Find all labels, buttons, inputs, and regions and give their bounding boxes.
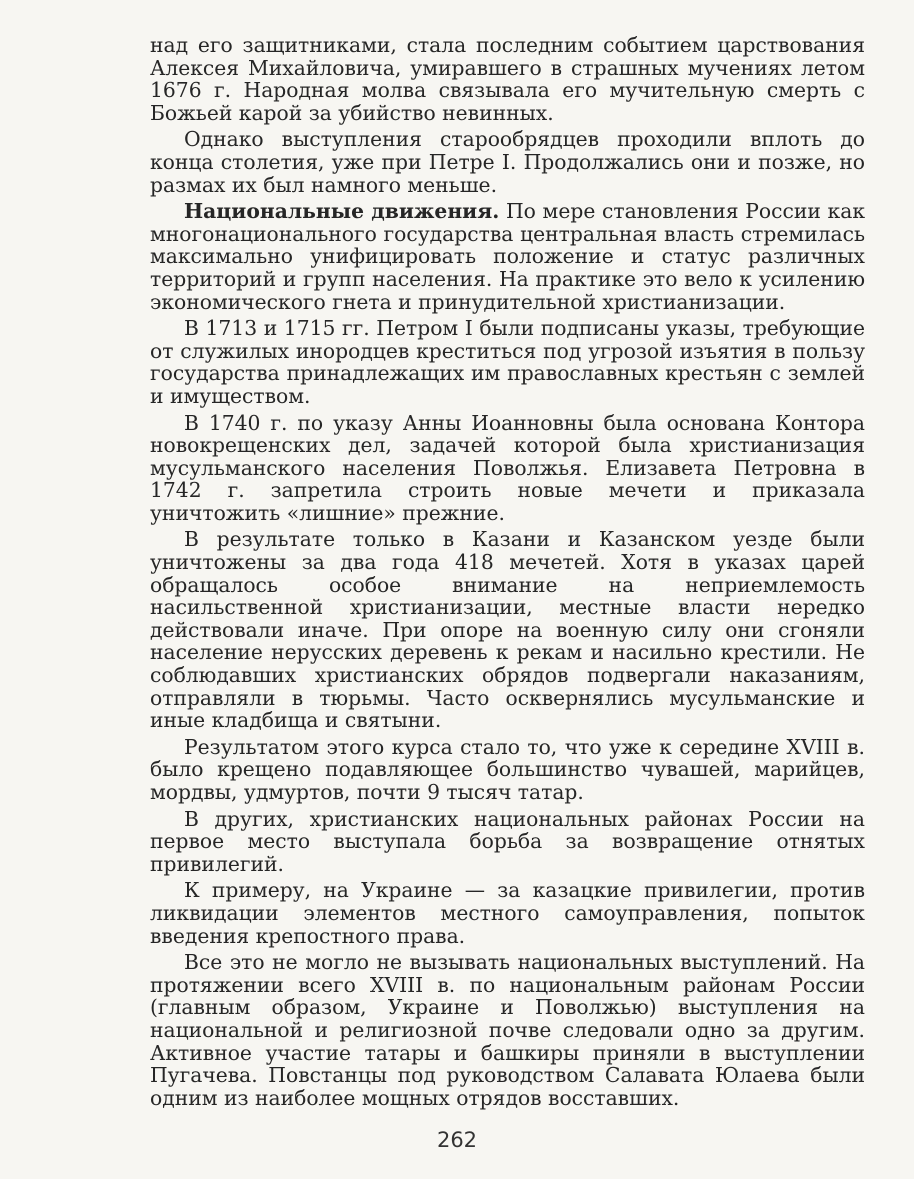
paragraph-peter-decrees: В 1713 и 1715 гг. Петром I были подписаны указы, требующие от служилых инородцев креститься под угрозой изъятия в пользу государства принадлежащих им православных крестьян с землей и имуществом. (150, 316, 865, 408)
paragraph-ukraine: К примеру, на Украине — за казацкие привилегии, против ликвидации элементов местного самоуправления, попыток введения крепостного права. (150, 878, 865, 948)
paragraph-mosques-destroyed: В результате только в Казани и Казанском уезде были уничтожены за два года 418 мечетей. Хотя в указах царей обращалось особое внимание на неприемлемость насильственной христианизации, местные власти нередко действовали иначе. При опоре на военную силу они сгоняли население нерусских деревень к рекам и насильно крестили. Не соблюдавших христианских обрядов подвергали наказаниям, отправляли в тюрьмы. Часто осквернялись мусульманские и иные кладбища и святыни. (150, 527, 865, 733)
paragraph-continuation: над его защитниками, стала последним событием царствования Алексея Михайловича, умиравшего в страшных мучениях летом 1676 г. Народная молва связывала его мучительную смерть с Божьей карой за убийство невинных. (150, 33, 865, 125)
paragraph-uprisings: Все это не могло не вызывать национальных выступлений. На протяжении всего XVIII в. по национальным районам России (главным образом, Украине и Поволжью) выступления на национальной и религиозной почве следовали одно за другим. Активное участие татары и башкиры приняли в выступлении Пугачева. Повстанцы под руководством Салавата Юлаева были одним из наиболее мощных отрядов восставших. (150, 950, 865, 1110)
page-number: 262 (436, 1128, 478, 1152)
paragraph-result: Результатом этого курса стало то, что уже к середине XVIII в. было крещено подавляющее большинство чувашей, марийцев, мордвы, удмуртов, почти 9 тысяч татар. (150, 734, 865, 804)
section-heading: Национальные движения. (184, 199, 500, 224)
paragraph-christian-regions: В других, христианских национальных районах России на первое место выступала борьба за возвращение отнятых привилегий. (150, 806, 865, 876)
text-column (150, 34, 865, 1113)
section-intro-text: По мере становления России как многонационального государства центральная власть стремилась максимально унифицировать положение и статус различных территорий и групп населения. На практике это вело к усилению экономического гнета и принудительной христианизации. (150, 199, 865, 314)
paragraph-office-of-converts: В 1740 г. по указу Анны Иоанновны была основана Контора новокрещенских дел, задачей которой была христианизация мусульманского населения Поволжья. Елизавета Петровна в 1742 г. запретила строить новые мечети и приказала уничтожить «лишние» прежние. (150, 410, 865, 525)
paragraph-old-believers: Однако выступления старообрядцев проходили вплоть до конца столетия, уже при Петре I. Продолжались они и позже, но размах их был намного меньше. (150, 127, 865, 197)
paragraph-national-movements (150, 200, 865, 313)
